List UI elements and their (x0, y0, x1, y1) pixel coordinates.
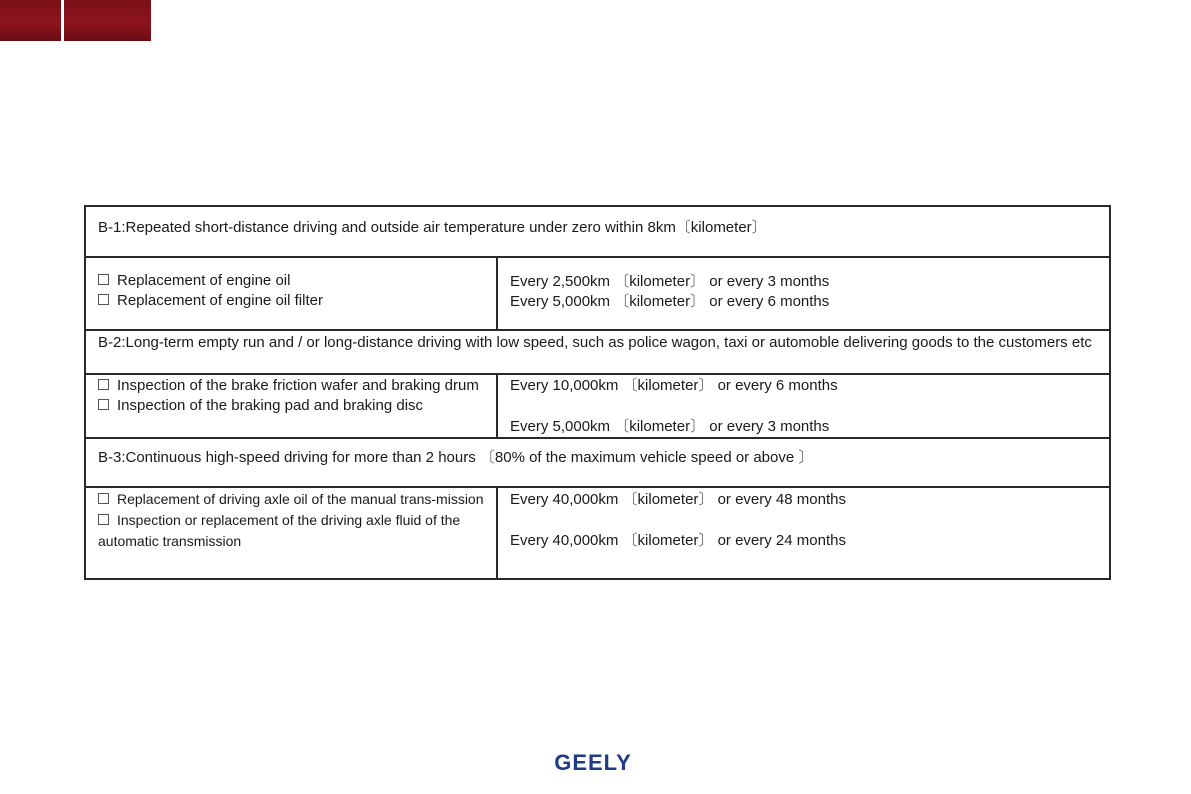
interval-text: Every 10,000km 〔kilometer〕 or every 6 months (510, 377, 838, 394)
checkbox-icon (98, 294, 109, 305)
logo-text: GEELY (554, 750, 632, 775)
list-item: Inspection or replacement of the driving axle fluid of the automatic transmission (98, 512, 461, 549)
list-item: Replacement of engine oil filter (98, 291, 484, 311)
maintenance-table (84, 205, 1111, 580)
header-tab-right (64, 0, 151, 41)
intervals-cell (497, 374, 1110, 438)
checkbox-icon (98, 379, 109, 390)
geely-logo (546, 749, 640, 775)
intervals-cell (497, 487, 1110, 579)
interval-text: Every 2,500km 〔kilometer〕 or every 3 months (510, 273, 830, 290)
checkbox-icon (98, 274, 109, 285)
interval-text: Every 5,000km 〔kilometer〕 or every 6 months (510, 293, 830, 310)
section-header-row (85, 206, 1110, 257)
interval-text: Every 40,000km 〔kilometer〕 or every 24 months (510, 532, 846, 549)
section-body-row (85, 257, 1110, 330)
section-header-b2: B-2:Long-term empty run and / or long-distance driving with low speed, such as police wagon, taxi or automoble delivering goods to the customers etc (85, 330, 1110, 374)
checkbox-icon (98, 399, 109, 410)
header-tab-left (0, 0, 61, 41)
checkbox-icon (98, 514, 109, 525)
items-cell (85, 374, 497, 438)
section-body-row (85, 374, 1110, 438)
section-header-row (85, 330, 1110, 374)
items-cell (85, 487, 497, 579)
section-header-b1: B-1:Repeated short-distance driving and outside air temperature under zero within 8km〔kilometer〕 (85, 206, 1110, 257)
list-item: Replacement of engine oil (98, 271, 484, 291)
list-item: Inspection of the brake friction wafer and braking drum (98, 376, 484, 396)
section-header-b3: B-3:Continuous high-speed driving for more than 2 hours 〔80% of the maximum vehicle speed or above 〕 (85, 438, 1110, 487)
interval-text: Every 5,000km 〔kilometer〕 or every 3 months (510, 418, 830, 435)
items-cell (85, 257, 497, 330)
interval-text: Every 40,000km 〔kilometer〕 or every 48 months (510, 491, 846, 508)
section-header-row (85, 438, 1110, 487)
checkbox-icon (98, 493, 109, 504)
section-body-row (85, 487, 1110, 579)
intervals-cell (497, 257, 1110, 330)
list-item: Inspection of the braking pad and braking disc (98, 396, 484, 416)
list-item: Replacement of driving axle oil of the manual trans-mission (98, 489, 484, 510)
